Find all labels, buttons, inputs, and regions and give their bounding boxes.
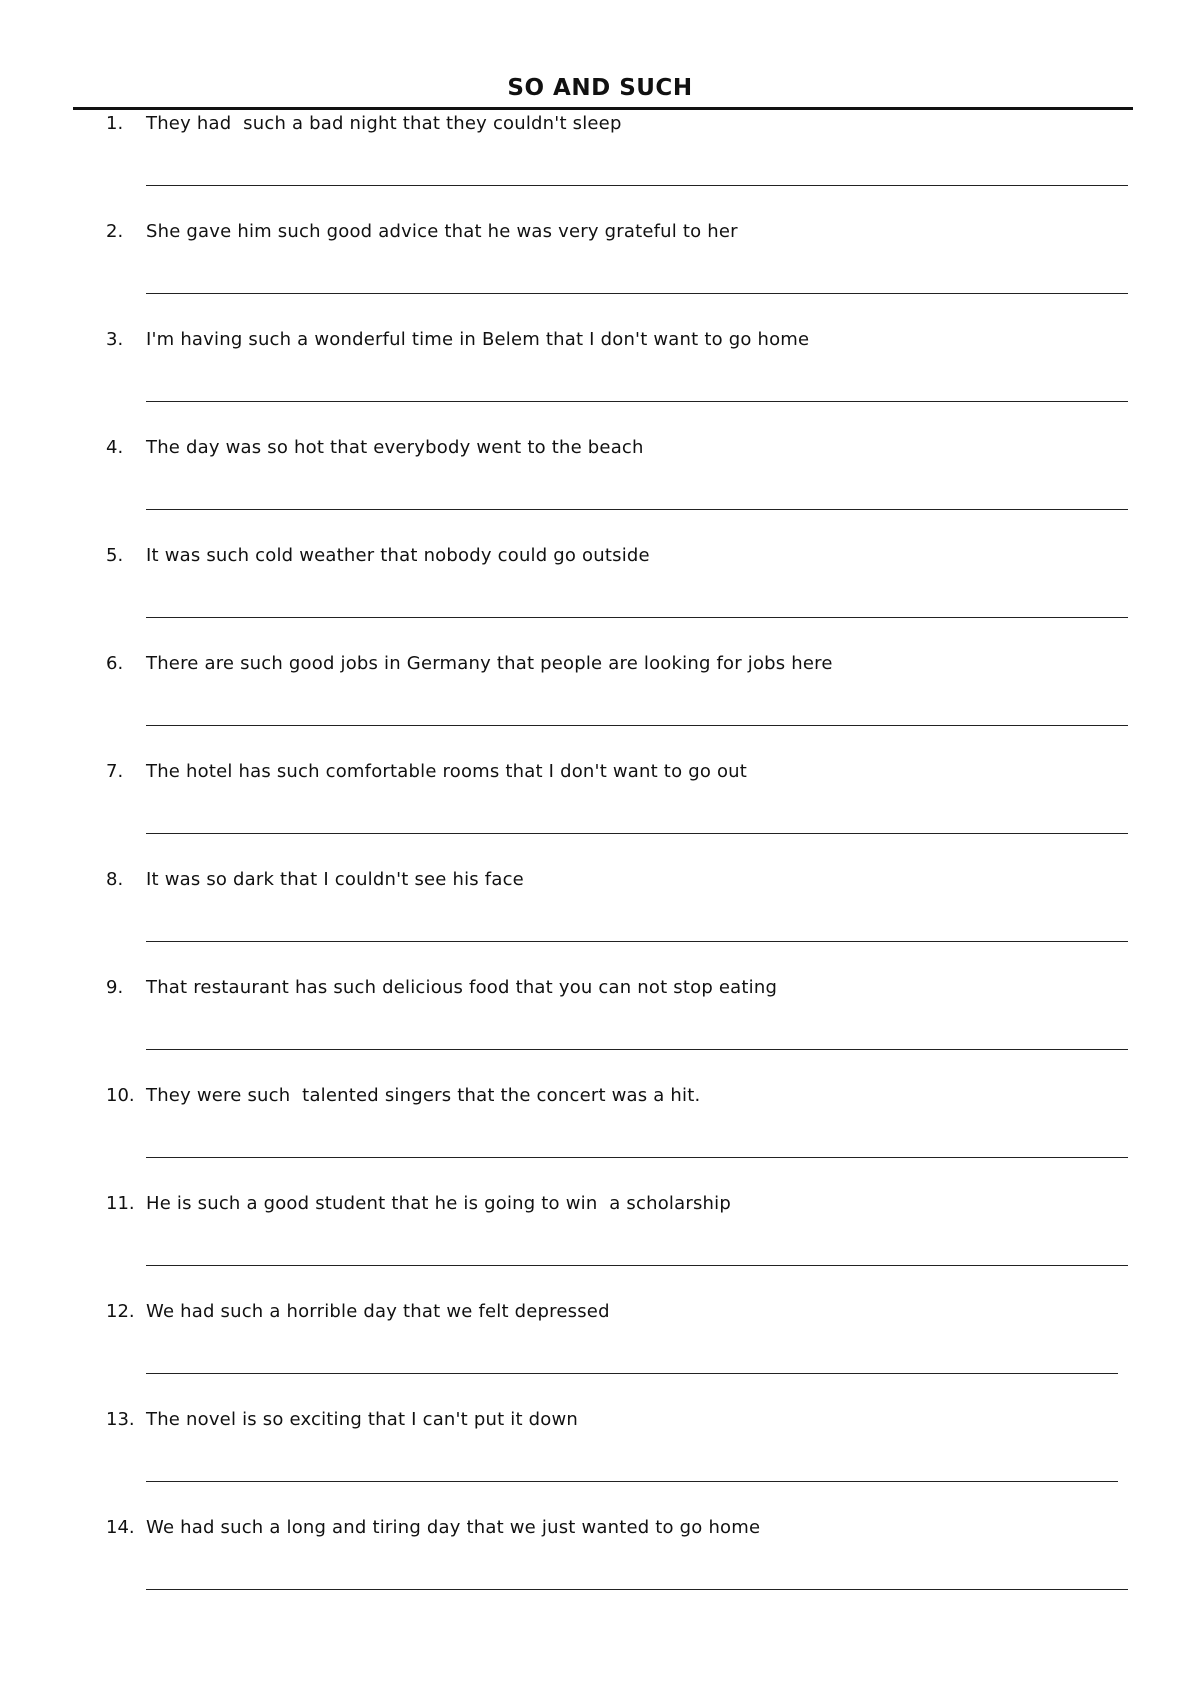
exercise-item bbox=[0, 868, 1200, 976]
title-underline bbox=[73, 107, 1133, 110]
item-sentence: The novel is so exciting that I can't put it down bbox=[146, 1409, 579, 1430]
item-number: 8. bbox=[106, 869, 124, 890]
item-number: 11. bbox=[106, 1193, 135, 1214]
answer-line[interactable] bbox=[146, 725, 1128, 726]
item-number: 7. bbox=[106, 761, 124, 782]
item-number: 10. bbox=[106, 1085, 135, 1106]
item-sentence: There are such good jobs in Germany that people are looking for jobs here bbox=[146, 653, 833, 674]
page-title: SO AND SUCH bbox=[507, 75, 693, 101]
item-sentence: It was such cold weather that nobody could go outside bbox=[146, 545, 650, 566]
exercise-item bbox=[0, 112, 1200, 220]
exercise-item bbox=[0, 1300, 1200, 1408]
answer-line[interactable] bbox=[146, 941, 1128, 942]
item-sentence: He is such a good student that he is going to win a scholarship bbox=[146, 1193, 731, 1214]
answer-line[interactable] bbox=[146, 833, 1128, 834]
answer-line[interactable] bbox=[146, 185, 1128, 186]
item-sentence: She gave him such good advice that he was very grateful to her bbox=[146, 221, 738, 242]
exercise-item bbox=[0, 220, 1200, 328]
exercise-item bbox=[0, 328, 1200, 436]
answer-line[interactable] bbox=[146, 401, 1128, 402]
item-sentence: The day was so hot that everybody went to the beach bbox=[146, 437, 644, 458]
exercise-item bbox=[0, 760, 1200, 868]
item-sentence: We had such a horrible day that we felt depressed bbox=[146, 1301, 610, 1322]
item-number: 13. bbox=[106, 1409, 135, 1430]
exercise-item bbox=[0, 1084, 1200, 1192]
exercise-item bbox=[0, 1408, 1200, 1516]
exercise-item bbox=[0, 1516, 1200, 1624]
item-number: 12. bbox=[106, 1301, 135, 1322]
exercise-item bbox=[0, 652, 1200, 760]
answer-line[interactable] bbox=[146, 1373, 1118, 1374]
item-number: 3. bbox=[106, 329, 124, 350]
item-number: 9. bbox=[106, 977, 124, 998]
item-sentence: That restaurant has such delicious food that you can not stop eating bbox=[146, 977, 778, 998]
exercise-item bbox=[0, 976, 1200, 1084]
item-sentence: They had such a bad night that they couldn't sleep bbox=[146, 113, 622, 134]
answer-line[interactable] bbox=[146, 1157, 1128, 1158]
item-number: 5. bbox=[106, 545, 124, 566]
exercise-item bbox=[0, 544, 1200, 652]
answer-line[interactable] bbox=[146, 1265, 1128, 1266]
answer-line[interactable] bbox=[146, 509, 1128, 510]
item-number: 4. bbox=[106, 437, 124, 458]
item-number: 6. bbox=[106, 653, 124, 674]
item-number: 2. bbox=[106, 221, 124, 242]
item-sentence: We had such a long and tiring day that we just wanted to go home bbox=[146, 1517, 761, 1538]
item-sentence: The hotel has such comfortable rooms that I don't want to go out bbox=[146, 761, 748, 782]
item-number: 1. bbox=[106, 113, 124, 134]
item-number: 14. bbox=[106, 1517, 135, 1538]
item-sentence: I'm having such a wonderful time in Belem that I don't want to go home bbox=[146, 329, 810, 350]
answer-line[interactable] bbox=[146, 293, 1128, 294]
item-sentence: It was so dark that I couldn't see his face bbox=[146, 869, 524, 890]
answer-line[interactable] bbox=[146, 1049, 1128, 1050]
exercise-item bbox=[0, 1192, 1200, 1300]
answer-line[interactable] bbox=[146, 617, 1128, 618]
item-sentence: They were such talented singers that the concert was a hit. bbox=[146, 1085, 701, 1106]
exercise-item bbox=[0, 436, 1200, 544]
answer-line[interactable] bbox=[146, 1481, 1118, 1482]
answer-line[interactable] bbox=[146, 1589, 1128, 1590]
